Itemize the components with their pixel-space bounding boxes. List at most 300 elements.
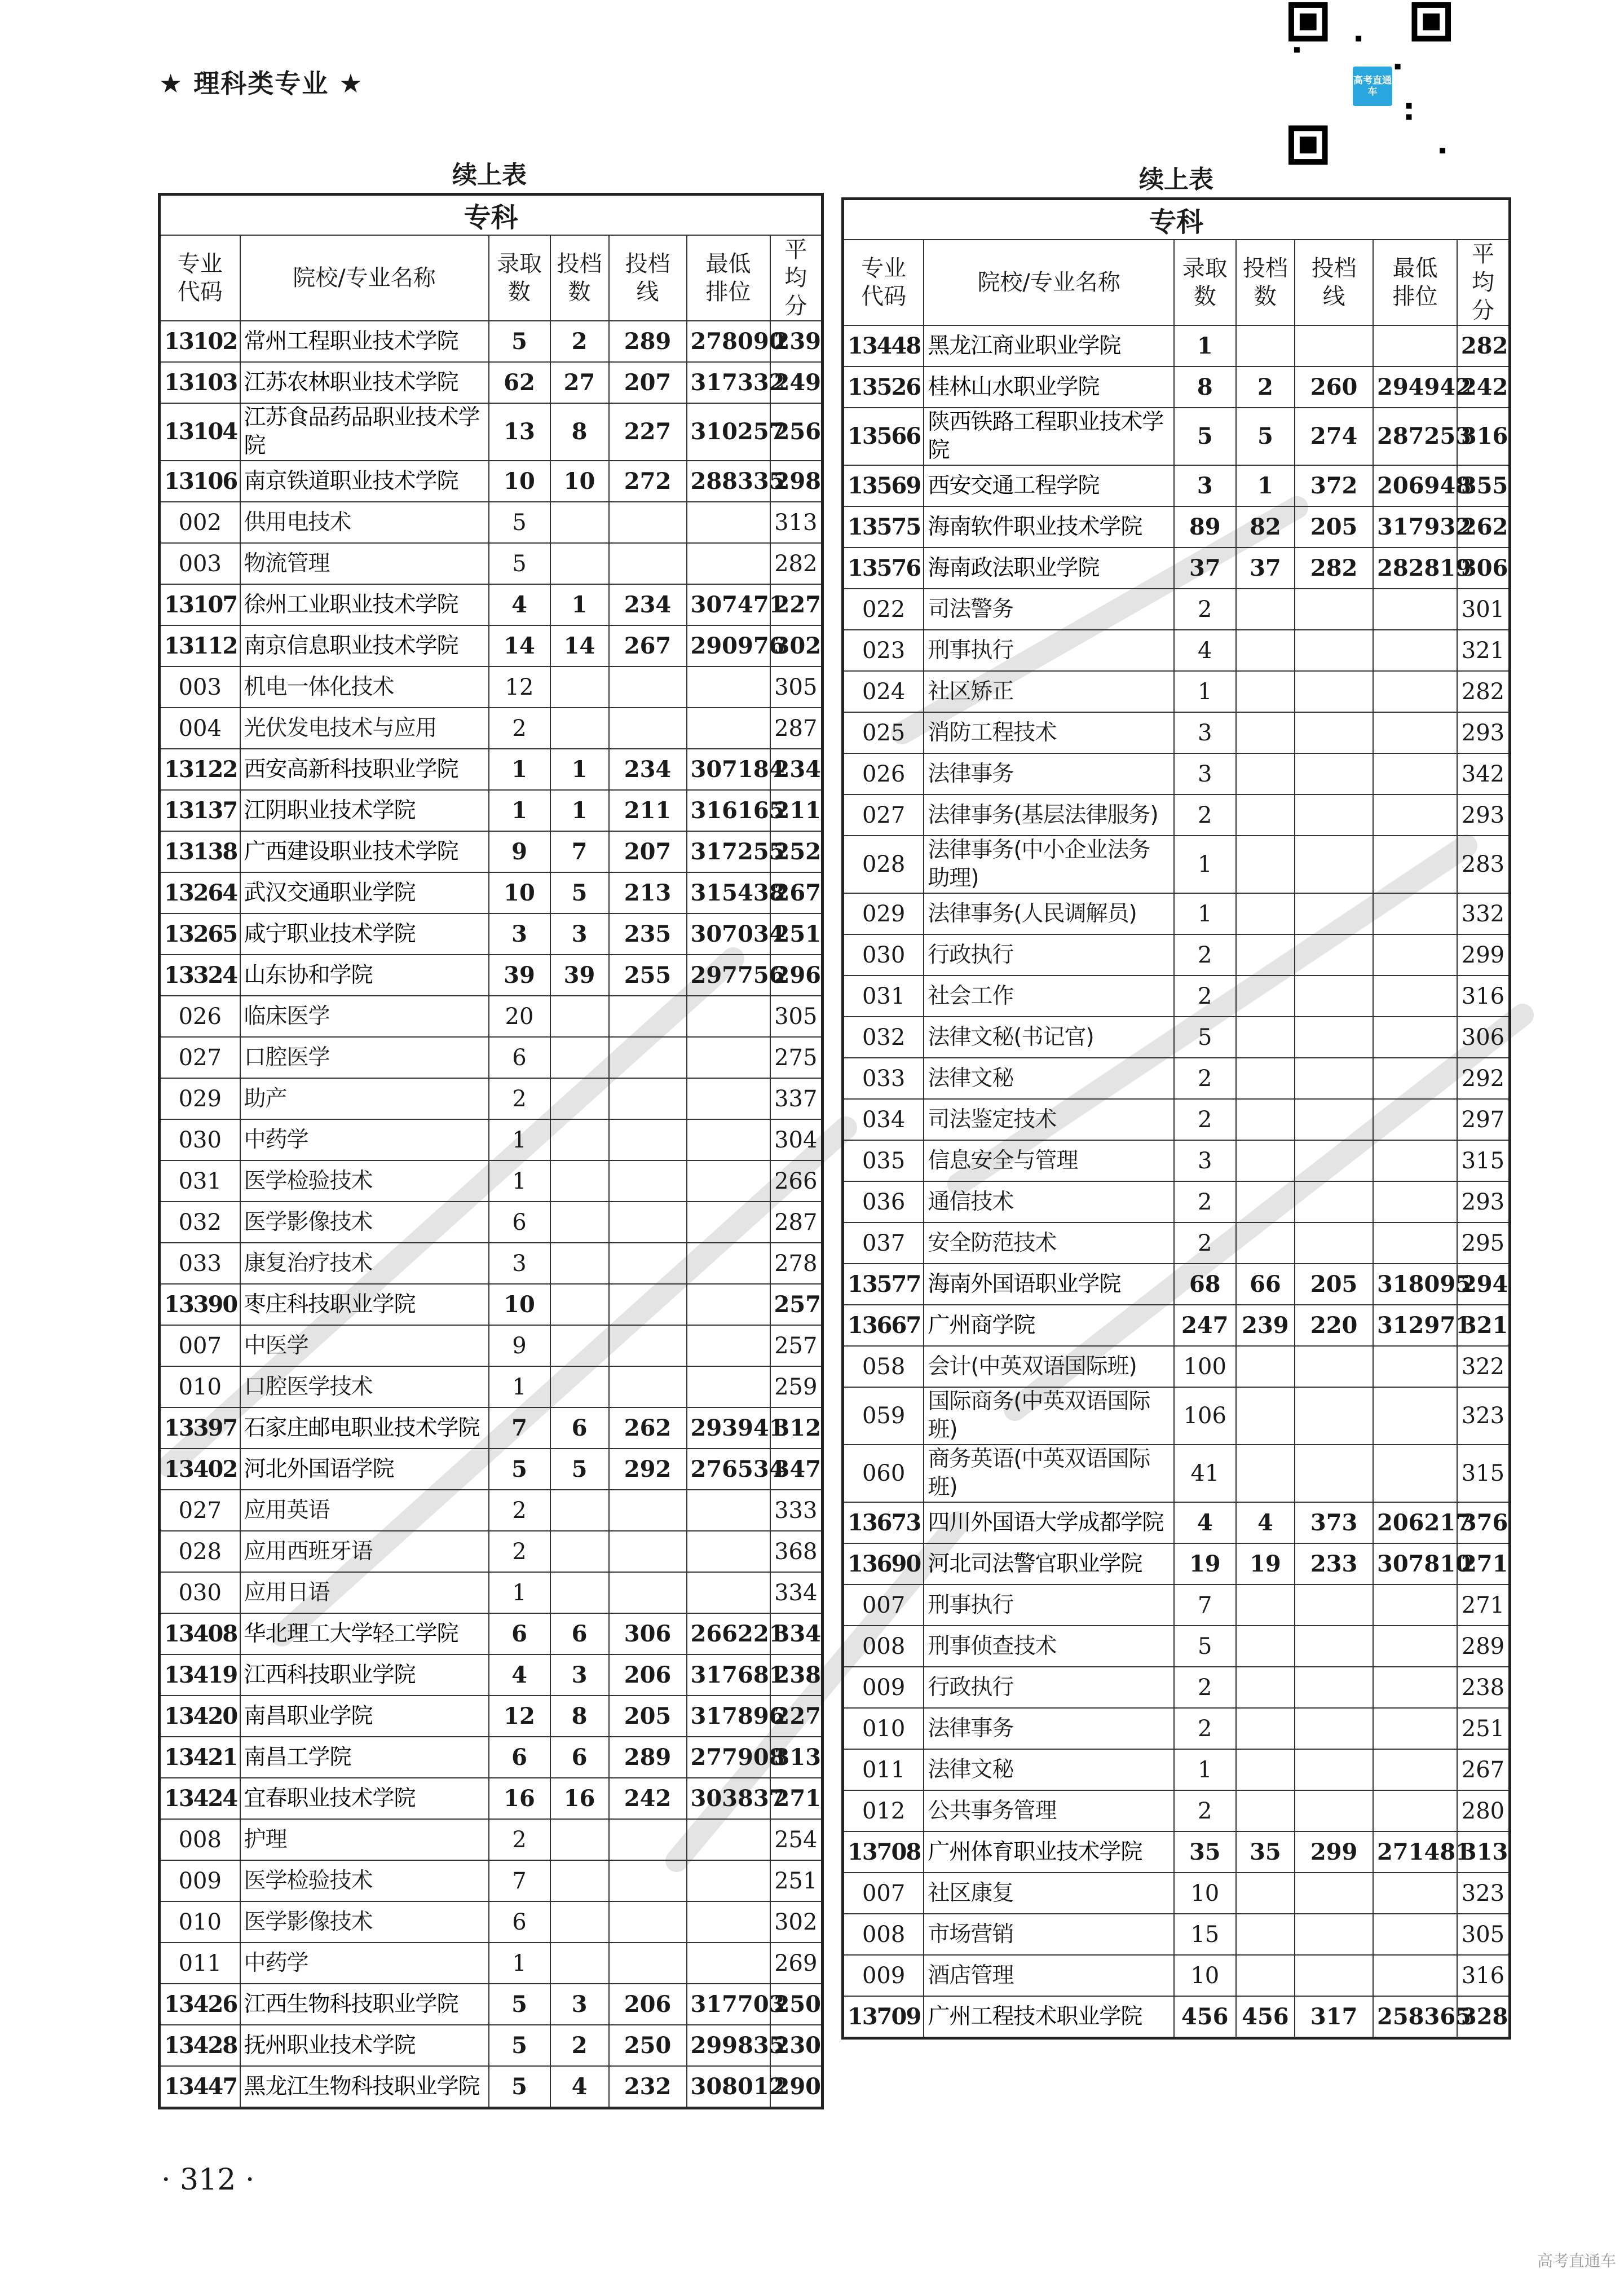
cell-filing-line xyxy=(1295,1667,1373,1708)
column-header-min-rank xyxy=(687,235,770,321)
cell-name: 徐州工业职业技术学院 xyxy=(240,584,489,625)
major-row xyxy=(843,1387,1510,1445)
page-number: · 312 · xyxy=(161,2163,255,2197)
cell-filed: 1 xyxy=(550,584,609,625)
cell-code: 010 xyxy=(160,1366,240,1407)
cell-admitted: 2 xyxy=(1174,1181,1236,1222)
cell-filed xyxy=(1236,1584,1295,1626)
cell-name: 黑龙江生物科技职业学院 xyxy=(240,2066,489,2108)
school-row xyxy=(160,1737,823,1778)
cell-filed: 3 xyxy=(550,1984,609,2025)
cell-filing-line xyxy=(609,1366,687,1407)
header-text: 录取 xyxy=(497,251,542,277)
major-row xyxy=(160,1366,823,1407)
header-text: 院校/专业名称 xyxy=(977,270,1120,295)
cell-filed xyxy=(1236,836,1295,893)
cell-min-rank xyxy=(687,502,770,543)
cell-avg-score: 305 xyxy=(1457,1914,1510,1955)
school-row xyxy=(160,1449,823,1490)
cell-code: 13402 xyxy=(160,1449,240,1490)
cell-filed xyxy=(550,1572,609,1613)
right-table-container xyxy=(841,162,1511,2040)
cell-admitted: 2 xyxy=(1174,1058,1236,1099)
cell-code: 13447 xyxy=(160,2066,240,2108)
cell-min-rank: 317896 xyxy=(687,1696,770,1737)
cell-code: 13575 xyxy=(843,506,924,548)
cell-code: 13709 xyxy=(843,1996,924,2038)
cell-avg-score: 323 xyxy=(1457,1387,1510,1445)
cell-filed xyxy=(550,1943,609,1984)
cell-filing-line: 206 xyxy=(609,1984,687,2025)
cell-min-rank: 307810 xyxy=(1373,1543,1457,1584)
cell-admitted: 2 xyxy=(489,1490,550,1531)
cell-filed xyxy=(1236,893,1295,934)
cell-filed xyxy=(550,1490,609,1531)
cell-name: 华北理工大学轻工学院 xyxy=(240,1613,489,1654)
major-row xyxy=(160,1943,823,1984)
cell-admitted: 5 xyxy=(1174,1017,1236,1058)
cell-code: 032 xyxy=(160,1202,240,1243)
cell-min-rank: 307184 xyxy=(687,749,770,790)
cell-avg-score: 328 xyxy=(1457,1996,1510,2038)
cell-filing-line: 211 xyxy=(609,790,687,831)
header-text: 线 xyxy=(636,279,659,305)
cell-admitted: 5 xyxy=(489,2066,550,2108)
cell-avg-score: 252 xyxy=(770,831,823,872)
cell-min-rank xyxy=(687,1202,770,1243)
cell-filing-line: 274 xyxy=(1295,408,1373,465)
header-text: 最低 xyxy=(1392,255,1438,281)
cell-min-rank: 299835 xyxy=(687,2025,770,2066)
cell-admitted: 10 xyxy=(489,1284,550,1325)
cell-filing-line: 250 xyxy=(609,2025,687,2066)
cell-name: 中医学 xyxy=(240,1325,489,1366)
cell-min-rank: 277908 xyxy=(687,1737,770,1778)
qr-logo-text: 高考直通车 xyxy=(1353,75,1392,98)
cell-admitted: 37 xyxy=(1174,548,1236,589)
cell-min-rank xyxy=(1373,589,1457,630)
cell-filed xyxy=(550,1819,609,1860)
cell-code: 007 xyxy=(843,1873,924,1914)
cell-admitted: 100 xyxy=(1174,1346,1236,1387)
cell-admitted: 7 xyxy=(489,1407,550,1449)
major-row xyxy=(843,1708,1510,1749)
cell-name: 咸宁职业技术学院 xyxy=(240,913,489,955)
cell-min-rank xyxy=(1373,630,1457,671)
cell-filing-line: 234 xyxy=(609,749,687,790)
cell-name: 江西生物科技职业学院 xyxy=(240,1984,489,2025)
major-row xyxy=(843,753,1510,794)
cell-name: 桂林山水职业学院 xyxy=(924,367,1174,408)
cell-min-rank xyxy=(1373,794,1457,836)
cell-min-rank xyxy=(687,1819,770,1860)
cell-filed xyxy=(1236,1058,1295,1099)
cell-admitted: 5 xyxy=(1174,408,1236,465)
cell-admitted: 1 xyxy=(489,1160,550,1202)
cell-filed: 39 xyxy=(550,955,609,996)
cell-code: 13397 xyxy=(160,1407,240,1449)
qr-logo xyxy=(1351,64,1394,108)
cell-admitted: 5 xyxy=(489,1984,550,2025)
cell-name: 石家庄邮电职业技术学院 xyxy=(240,1407,489,1449)
cell-avg-score: 259 xyxy=(770,1366,823,1407)
cell-code: 033 xyxy=(843,1058,924,1099)
cell-filing-line xyxy=(609,1202,687,1243)
cell-admitted: 5 xyxy=(489,321,550,362)
cell-admitted: 1 xyxy=(489,1943,550,1984)
cell-name: 刑事执行 xyxy=(924,630,1174,671)
cell-name: 临床医学 xyxy=(240,996,489,1037)
cell-code: 13576 xyxy=(843,548,924,589)
cell-admitted: 456 xyxy=(1174,1996,1236,2038)
cell-filing-line: 282 xyxy=(1295,548,1373,589)
major-row xyxy=(160,996,823,1037)
cell-filed xyxy=(1236,1914,1295,1955)
cell-name: 行政执行 xyxy=(924,1667,1174,1708)
cell-avg-score: 290 xyxy=(770,2066,823,2108)
cell-filed: 8 xyxy=(550,1696,609,1737)
cell-avg-score: 282 xyxy=(1457,325,1510,367)
cell-name: 中药学 xyxy=(240,1119,489,1160)
cell-code: 13408 xyxy=(160,1613,240,1654)
cell-filing-line xyxy=(609,1160,687,1202)
cell-name: 陕西铁路工程职业技术学院 xyxy=(924,408,1174,465)
cell-min-rank xyxy=(1373,712,1457,753)
cell-min-rank xyxy=(687,1119,770,1160)
cell-code: 13420 xyxy=(160,1696,240,1737)
cell-name: 司法鉴定技术 xyxy=(924,1099,1174,1140)
cell-name: 酒店管理 xyxy=(924,1955,1174,1996)
cell-admitted: 4 xyxy=(1174,630,1236,671)
header-text: 专业 xyxy=(861,255,907,281)
cell-min-rank: 307471 xyxy=(687,584,770,625)
cell-admitted: 62 xyxy=(489,362,550,403)
cell-filed xyxy=(550,708,609,749)
cell-admitted: 2 xyxy=(489,1078,550,1119)
major-row xyxy=(160,1325,823,1366)
cell-filed: 10 xyxy=(550,461,609,502)
cell-filing-line: 205 xyxy=(1295,506,1373,548)
cell-admitted: 13 xyxy=(489,403,550,461)
cell-filed xyxy=(1236,589,1295,630)
header-text: 排位 xyxy=(1392,284,1438,310)
cell-avg-score: 251 xyxy=(770,913,823,955)
cell-name: 南京铁道职业技术学院 xyxy=(240,461,489,502)
cell-filed xyxy=(1236,934,1295,976)
school-row xyxy=(160,872,823,913)
cell-code: 13448 xyxy=(843,325,924,367)
cell-avg-score: 313 xyxy=(770,502,823,543)
major-row xyxy=(843,1914,1510,1955)
cell-code: 026 xyxy=(160,996,240,1037)
cell-code: 13673 xyxy=(843,1502,924,1543)
cell-name: 南京信息职业技术学院 xyxy=(240,625,489,666)
cell-code: 026 xyxy=(843,753,924,794)
cell-filed xyxy=(550,666,609,708)
cell-avg-score: 289 xyxy=(1457,1626,1510,1667)
left-admission-table xyxy=(158,193,824,2109)
cell-filed: 66 xyxy=(1236,1264,1295,1305)
cell-filed xyxy=(1236,630,1295,671)
cell-avg-score: 332 xyxy=(1457,893,1510,934)
cell-avg-score: 316 xyxy=(1457,408,1510,465)
cell-avg-score: 315 xyxy=(1457,1140,1510,1181)
cell-filing-line: 235 xyxy=(609,913,687,955)
cell-code: 033 xyxy=(160,1243,240,1284)
cell-name: 消防工程技术 xyxy=(924,712,1174,753)
major-row xyxy=(843,1099,1510,1140)
school-row xyxy=(160,790,823,831)
cell-filing-line xyxy=(609,1943,687,1984)
cell-name: 应用英语 xyxy=(240,1490,489,1531)
cell-admitted: 6 xyxy=(489,1202,550,1243)
cell-filed: 6 xyxy=(550,1737,609,1778)
cell-filed: 4 xyxy=(550,2066,609,2108)
cell-avg-score: 238 xyxy=(1457,1667,1510,1708)
cell-filed xyxy=(1236,1099,1295,1140)
major-row xyxy=(843,976,1510,1017)
cell-avg-score: 299 xyxy=(1457,934,1510,976)
cell-filing-line xyxy=(1295,1387,1373,1445)
header-text: 投档 xyxy=(625,251,670,277)
cell-filing-line: 299 xyxy=(1295,1831,1373,1873)
cell-name: 河北外国语学院 xyxy=(240,1449,489,1490)
cell-min-rank xyxy=(1373,1017,1457,1058)
cell-filed: 1 xyxy=(550,790,609,831)
cell-admitted: 3 xyxy=(489,913,550,955)
major-row xyxy=(160,1037,823,1078)
cell-filing-line xyxy=(1295,794,1373,836)
section-row xyxy=(160,195,823,236)
cell-code: 060 xyxy=(843,1445,924,1502)
cell-filed xyxy=(1236,1222,1295,1264)
cell-code: 007 xyxy=(160,1325,240,1366)
major-row xyxy=(843,1749,1510,1790)
cell-min-rank: 288335 xyxy=(687,461,770,502)
cell-admitted: 12 xyxy=(489,666,550,708)
school-row xyxy=(843,367,1510,408)
cell-admitted: 2 xyxy=(489,1531,550,1572)
school-row xyxy=(160,1984,823,2025)
major-row xyxy=(160,1860,823,1901)
cell-filing-line: 289 xyxy=(609,321,687,362)
cell-name: 武汉交通职业学院 xyxy=(240,872,489,913)
cell-avg-score: 282 xyxy=(1457,671,1510,712)
cell-filed xyxy=(1236,753,1295,794)
column-header-avg-score xyxy=(1457,240,1510,325)
cell-filing-line: 220 xyxy=(1295,1305,1373,1346)
cell-filing-line xyxy=(1295,753,1373,794)
cell-filed xyxy=(1236,1445,1295,1502)
cell-filing-line: 373 xyxy=(1295,1502,1373,1543)
cell-min-rank: 258365 xyxy=(1373,1996,1457,2038)
cell-filing-line: 289 xyxy=(609,1737,687,1778)
header-text: 最低 xyxy=(705,251,751,277)
cell-filing-line xyxy=(609,1243,687,1284)
school-row xyxy=(160,362,823,403)
cell-admitted: 2 xyxy=(489,708,550,749)
major-row xyxy=(160,1160,823,1202)
cell-filing-line: 255 xyxy=(609,955,687,996)
major-row xyxy=(160,543,823,584)
cell-filed: 37 xyxy=(1236,548,1295,589)
cell-filed: 6 xyxy=(550,1407,609,1449)
column-header-filed xyxy=(550,235,609,321)
cell-code: 13428 xyxy=(160,2025,240,2066)
cell-min-rank: 282819 xyxy=(1373,548,1457,589)
column-header-admitted xyxy=(1174,240,1236,325)
cell-filing-line xyxy=(1295,1058,1373,1099)
school-row xyxy=(160,1696,823,1737)
header-text: 投档 xyxy=(1242,255,1288,281)
cell-min-rank: 294942 xyxy=(1373,367,1457,408)
column-header-filing-line xyxy=(609,235,687,321)
cell-min-rank xyxy=(687,1490,770,1531)
cell-filing-line: 207 xyxy=(609,362,687,403)
cell-min-rank xyxy=(687,996,770,1037)
cell-avg-score: 282 xyxy=(770,543,823,584)
header-row xyxy=(843,240,1510,325)
cell-code: 031 xyxy=(843,976,924,1017)
cell-filing-line xyxy=(609,1037,687,1078)
cell-avg-score: 312 xyxy=(770,1407,823,1449)
cell-name: 医学检验技术 xyxy=(240,1160,489,1202)
cell-min-rank xyxy=(1373,1387,1457,1445)
cell-code: 13577 xyxy=(843,1264,924,1305)
header-text: 录取 xyxy=(1182,255,1228,281)
cell-filed xyxy=(1236,1346,1295,1387)
cell-admitted: 9 xyxy=(489,831,550,872)
cell-filing-line xyxy=(1295,589,1373,630)
cell-min-rank xyxy=(1373,1099,1457,1140)
cell-avg-score: 230 xyxy=(770,2025,823,2066)
column-header-name xyxy=(924,240,1174,325)
cell-name: 法律事务 xyxy=(924,753,1174,794)
school-row xyxy=(843,1543,1510,1584)
cell-min-rank: 308012 xyxy=(687,2066,770,2108)
cell-filing-line xyxy=(1295,1140,1373,1181)
cell-code: 13566 xyxy=(843,408,924,465)
school-row xyxy=(843,548,1510,589)
cell-admitted: 39 xyxy=(489,955,550,996)
cell-min-rank xyxy=(1373,1346,1457,1387)
cell-admitted: 16 xyxy=(489,1778,550,1819)
major-row xyxy=(160,1490,823,1531)
cell-avg-score: 275 xyxy=(770,1037,823,1078)
cell-avg-score: 271 xyxy=(770,1778,823,1819)
cell-name: 法律文秘 xyxy=(924,1749,1174,1790)
cell-avg-score: 262 xyxy=(1457,506,1510,548)
cell-code: 13419 xyxy=(160,1654,240,1696)
cell-filing-line: 292 xyxy=(609,1449,687,1490)
cell-avg-score: 323 xyxy=(1457,1873,1510,1914)
cell-min-rank: 266221 xyxy=(687,1613,770,1654)
major-row xyxy=(843,589,1510,630)
cell-admitted: 5 xyxy=(489,1449,550,1490)
header-text: 数 xyxy=(568,279,591,305)
major-row xyxy=(843,1181,1510,1222)
cell-avg-score: 287 xyxy=(770,1202,823,1243)
cell-name: 供用电技术 xyxy=(240,502,489,543)
cell-avg-score: 238 xyxy=(770,1654,823,1696)
cell-filed xyxy=(550,1366,609,1407)
header-text: 平均 xyxy=(1471,241,1494,295)
cell-code: 009 xyxy=(843,1955,924,1996)
cell-avg-score: 269 xyxy=(770,1943,823,1984)
cell-admitted: 1 xyxy=(489,1119,550,1160)
cell-avg-score: 334 xyxy=(770,1572,823,1613)
cell-name: 医学检验技术 xyxy=(240,1860,489,1901)
cell-code: 034 xyxy=(843,1099,924,1140)
cell-min-rank xyxy=(1373,1955,1457,1996)
cell-filing-line: 206 xyxy=(609,1654,687,1696)
cell-min-rank xyxy=(1373,671,1457,712)
school-row xyxy=(160,461,823,502)
cell-min-rank xyxy=(687,1078,770,1119)
cell-min-rank xyxy=(1373,976,1457,1017)
cell-filed xyxy=(1236,1017,1295,1058)
cell-name: 广州商学院 xyxy=(924,1305,1174,1346)
cell-filing-line xyxy=(609,666,687,708)
cell-filing-line xyxy=(1295,836,1373,893)
cell-filed: 1 xyxy=(550,749,609,790)
school-row xyxy=(160,831,823,872)
cell-code: 025 xyxy=(843,712,924,753)
major-row xyxy=(160,1819,823,1860)
continued-label: 续上表 xyxy=(1139,165,1213,194)
cell-min-rank: 318095 xyxy=(1373,1264,1457,1305)
cell-filed xyxy=(1236,325,1295,367)
cell-avg-score: 342 xyxy=(1457,753,1510,794)
cell-admitted: 6 xyxy=(489,1737,550,1778)
cell-filed: 35 xyxy=(1236,1831,1295,1873)
school-row xyxy=(160,1284,823,1325)
cell-avg-score: 249 xyxy=(770,362,823,403)
cell-name: 机电一体化技术 xyxy=(240,666,489,708)
cell-code: 035 xyxy=(843,1140,924,1181)
cell-admitted: 10 xyxy=(1174,1955,1236,1996)
cell-filed: 27 xyxy=(550,362,609,403)
cell-code: 030 xyxy=(160,1119,240,1160)
cell-min-rank xyxy=(687,1860,770,1901)
cell-filing-line xyxy=(1295,1626,1373,1667)
major-row xyxy=(843,1017,1510,1058)
cell-name: 医学影像技术 xyxy=(240,1202,489,1243)
cell-name: 南昌工学院 xyxy=(240,1737,489,1778)
cell-filing-line xyxy=(609,543,687,584)
cell-code: 012 xyxy=(843,1790,924,1831)
cell-code: 13104 xyxy=(160,403,240,461)
cell-name: 河北司法警官职业学院 xyxy=(924,1543,1174,1584)
cell-code: 13107 xyxy=(160,584,240,625)
cell-avg-score: 333 xyxy=(770,1490,823,1531)
cell-admitted: 3 xyxy=(1174,712,1236,753)
cell-avg-score: 306 xyxy=(1457,1017,1510,1058)
cell-filed: 6 xyxy=(550,1613,609,1654)
major-row xyxy=(160,1202,823,1243)
cell-filed xyxy=(550,1078,609,1119)
cell-admitted: 1 xyxy=(1174,325,1236,367)
cell-min-rank xyxy=(1373,1667,1457,1708)
cell-name: 会计(中英双语国际班) xyxy=(924,1346,1174,1387)
cell-filed: 16 xyxy=(550,1778,609,1819)
cell-filing-line: 234 xyxy=(609,584,687,625)
cell-filing-line xyxy=(1295,1181,1373,1222)
cell-name: 广州工程技术职业学院 xyxy=(924,1996,1174,2038)
cell-name: 四川外国语大学成都学院 xyxy=(924,1502,1174,1543)
cell-code: 13106 xyxy=(160,461,240,502)
cell-avg-score: 305 xyxy=(770,666,823,708)
